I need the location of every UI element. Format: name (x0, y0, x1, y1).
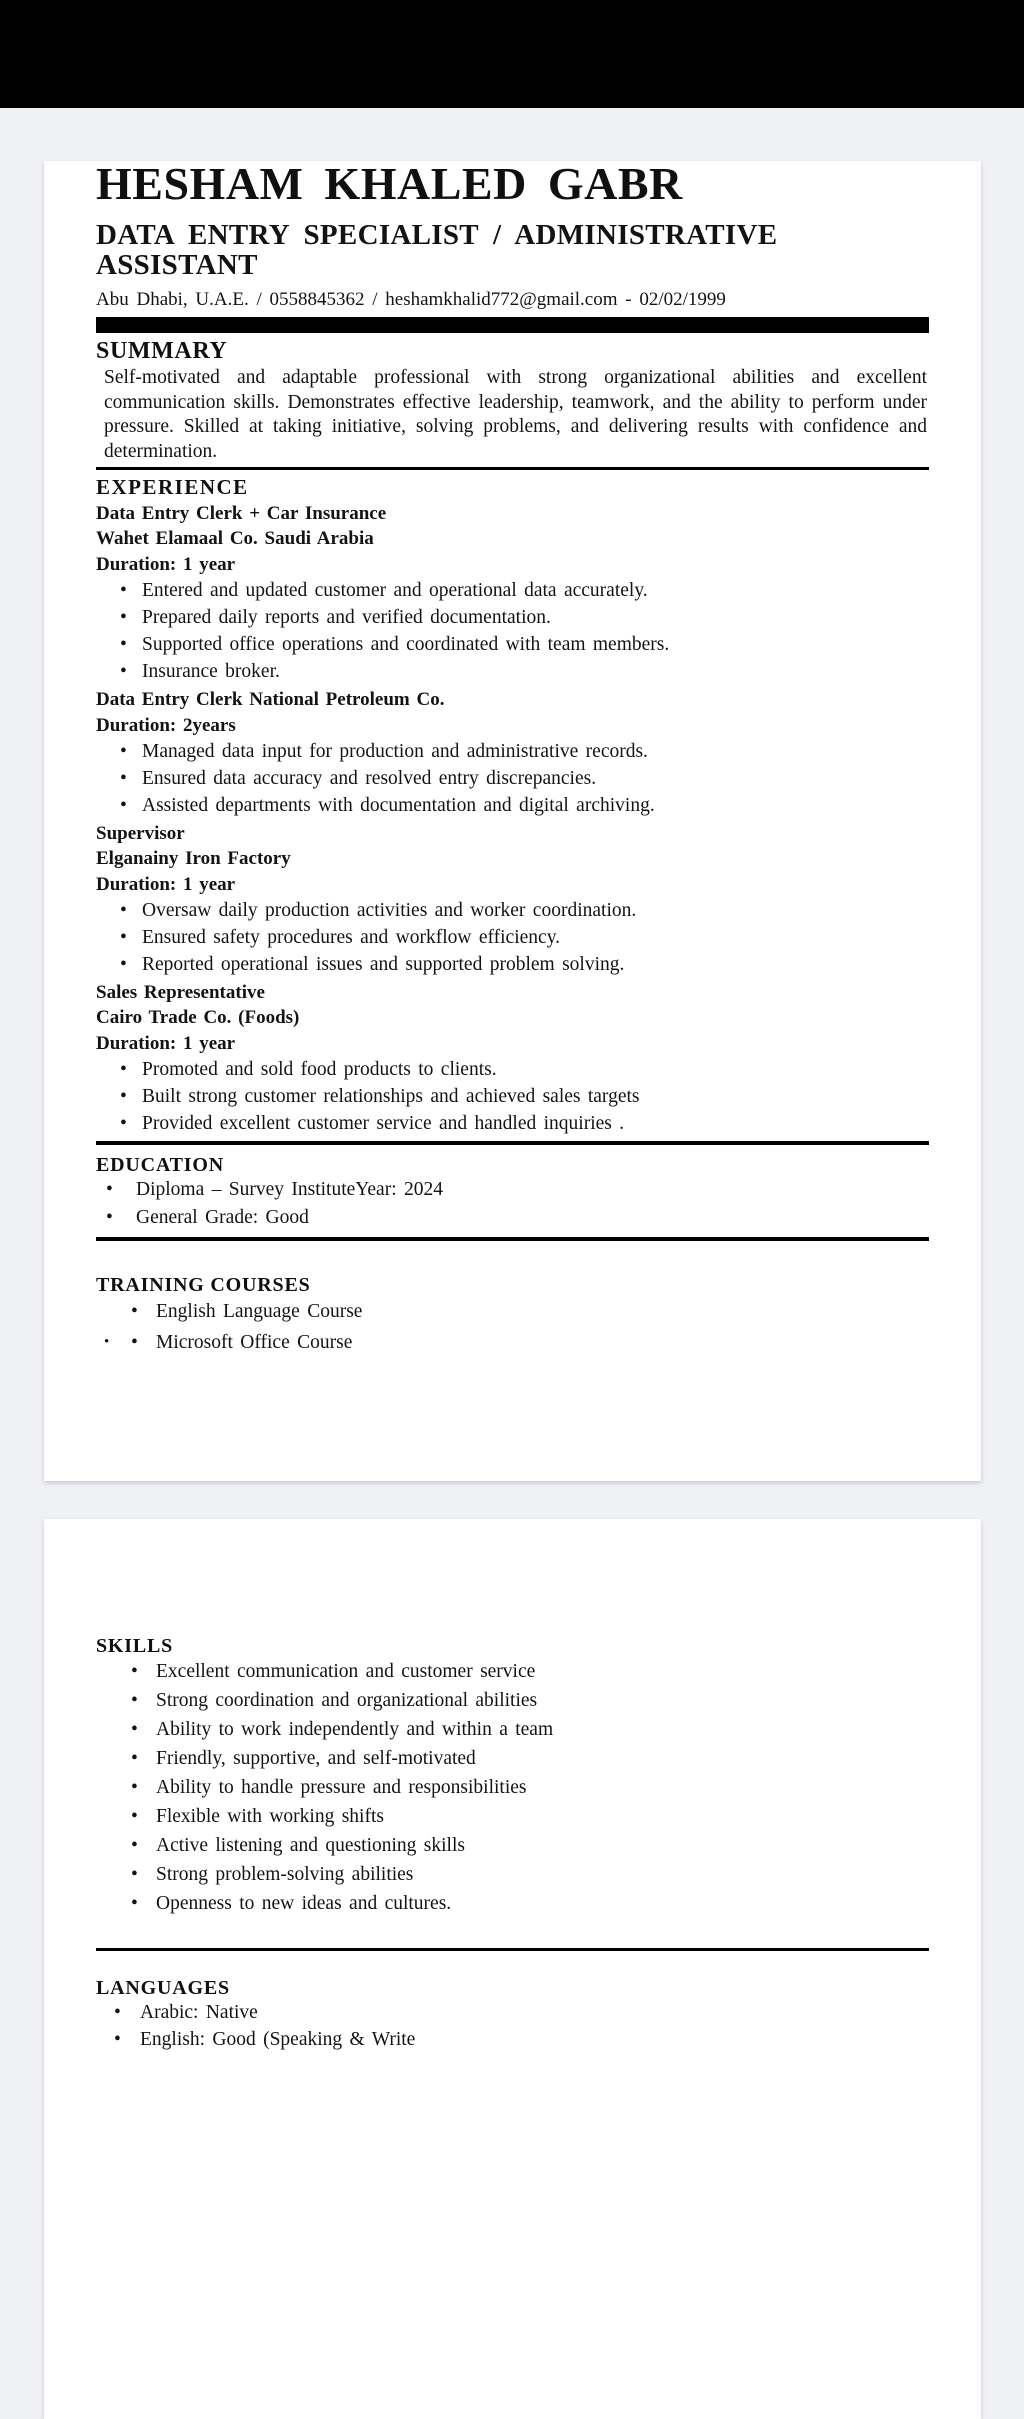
bullet-marker: • (120, 661, 127, 682)
skill-item (96, 1657, 929, 1686)
job-bullet (96, 631, 929, 658)
bullet-marker: • (120, 741, 127, 762)
bullet-text: Openness to new ideas and cultures. (156, 1893, 452, 1914)
skill-item (96, 1802, 929, 1831)
bullet-text: Supported office operations and coordinated with team members. (142, 634, 670, 655)
bullet-marker: • (120, 954, 127, 975)
bullet-text: Reported operational issues and supported problem solving. (142, 954, 625, 975)
contact-line: Abu Dhabi, U.A.E. / 0558845362 / heshamkhalid772@gmail.com - 02/02/1999 (96, 289, 726, 310)
job-bullet (96, 577, 929, 604)
bullet-marker: • (131, 1661, 138, 1682)
job-bullet (96, 792, 929, 819)
top-black-band (0, 0, 1024, 108)
job-bullet-list (96, 738, 929, 819)
bullet-text: Microsoft Office Course (156, 1332, 353, 1353)
bullet-marker: • (131, 1835, 138, 1856)
job-bullet (96, 658, 929, 685)
bullet-text: Ability to work independently and within a team (156, 1719, 554, 1740)
job-company: Wahet Elamaal Co. Saudi Arabia (96, 528, 374, 549)
bullet-marker: • (131, 1777, 138, 1798)
bullet-text: Arabic: Native (140, 2002, 258, 2023)
bullet-text: Managed data input for production and administrative records. (142, 741, 648, 762)
job-duration: Duration: 1 year (96, 874, 236, 895)
job-bullet (96, 951, 929, 978)
bullet-marker: • (131, 1719, 138, 1740)
bullet-text: Active listening and questioning skills (156, 1835, 465, 1856)
training-item (96, 1296, 929, 1327)
education-heading: EDUCATION (96, 1154, 224, 1176)
experience-job (96, 980, 929, 1137)
bullet-text: Built strong customer relationships and achieved sales targets (142, 1086, 640, 1107)
bullet-text: Ensured safety procedures and workflow efficiency. (142, 927, 561, 948)
bullet-text: Flexible with working shifts (156, 1806, 384, 1827)
bullet-marker: • (131, 1301, 138, 1322)
bullet-text: Insurance broker. (142, 661, 280, 682)
job-bullet (96, 738, 929, 765)
bullet-marker: • (120, 768, 127, 789)
job-title: Supervisor (96, 823, 185, 844)
bullet-text: Friendly, supportive, and self-motivated (156, 1748, 476, 1769)
job-bullet (96, 1056, 929, 1083)
education-item (96, 1176, 929, 1204)
bullet-text: Provided excellent customer service and handled inquiries . (142, 1113, 625, 1134)
job-duration: Duration: 2years (96, 715, 236, 736)
bullet-marker: • (131, 1332, 138, 1353)
resume-page-2 (44, 1519, 981, 2419)
skills-heading: SKILLS (96, 1635, 174, 1657)
bullet-marker: • (120, 900, 127, 921)
resume-page-1 (44, 158, 981, 1481)
bullet-text: English Language Course (156, 1301, 363, 1322)
page-gap (44, 1481, 981, 1519)
job-bullet (96, 765, 929, 792)
bullet-text: Strong problem-solving abilities (156, 1864, 414, 1885)
skills-rule (96, 1948, 929, 1951)
bullet-marker: • (131, 1864, 138, 1885)
bullet-text: General Grade: Good (136, 1207, 309, 1228)
header-black-divider (96, 317, 929, 333)
bullet-marker: • (131, 1690, 138, 1711)
stray-bullet-dot: • (104, 1334, 110, 1350)
bullet-marker: • (106, 1207, 113, 1228)
experience-jobs (96, 501, 929, 1137)
languages-list (96, 1999, 929, 2053)
education-rule (96, 1237, 929, 1241)
job-bullet (96, 1110, 929, 1137)
language-item (96, 2026, 929, 2053)
skill-item (96, 1831, 929, 1860)
bullet-text: English: Good (Speaking & Write (140, 2029, 416, 2050)
experience-job (96, 821, 929, 978)
bullet-marker: • (120, 634, 127, 655)
bullet-marker: • (120, 607, 127, 628)
bullet-text: Diploma – Survey InstituteYear: 2024 (136, 1179, 443, 1200)
experience-heading: EXPERIENCE (96, 475, 249, 499)
education-item (96, 1204, 929, 1232)
job-title: Sales Representative (96, 982, 265, 1003)
bullet-marker: • (114, 2029, 121, 2050)
skill-item (96, 1773, 929, 1802)
summary-rule (96, 467, 929, 470)
experience-rule (96, 1141, 929, 1145)
job-title: Data Entry Clerk + Car Insurance (96, 503, 387, 524)
skills-list (96, 1657, 929, 1918)
bullet-marker: • (131, 1806, 138, 1827)
bullet-marker: • (120, 1059, 127, 1080)
experience-job (96, 501, 929, 685)
bullet-marker: • (131, 1893, 138, 1914)
job-bullet-list (96, 1056, 929, 1137)
bullet-marker: • (120, 1086, 127, 1107)
skill-item (96, 1889, 929, 1918)
bullet-text: Ensured data accuracy and resolved entry discrepancies. (142, 768, 597, 789)
job-bullet (96, 924, 929, 951)
experience-job (96, 687, 929, 819)
training-heading: TRAINING COURSES (96, 1274, 311, 1296)
skill-item (96, 1744, 929, 1773)
bullet-text: Strong coordination and organizational abilities (156, 1690, 538, 1711)
bullet-text: Excellent communication and customer service (156, 1661, 536, 1682)
job-company: Elganainy Iron Factory (96, 848, 291, 869)
job-bullet (96, 604, 929, 631)
document-viewport[interactable] (44, 125, 981, 2419)
bullet-marker: • (106, 1179, 113, 1200)
bullet-marker: • (114, 2002, 121, 2023)
job-title: Data Entry Clerk National Petroleum Co. (96, 689, 445, 710)
bullet-text: Prepared daily reports and verified documentation. (142, 607, 551, 628)
languages-heading: LANGUAGES (96, 1977, 230, 1999)
bullet-text: Oversaw daily production activities and worker coordination. (142, 900, 637, 921)
job-duration: Duration: 1 year (96, 554, 236, 575)
job-bullet (96, 897, 929, 924)
skill-item (96, 1686, 929, 1715)
summary-text: Self-motivated and adaptable professional with strong organizational abilities and excellent communication skills. Demonstrates effective leadership, teamwork, and the ability to perform under pressure. Skilled at taking initiative, solving problems, and delivering results with confidence and determination. (104, 367, 927, 462)
bullet-text: Assisted departments with documentation and digital archiving. (142, 795, 655, 816)
job-bullet-list (96, 577, 929, 685)
bullet-text: Ability to handle pressure and responsibilities (156, 1777, 527, 1798)
training-item (96, 1327, 929, 1358)
job-bullet-list (96, 897, 929, 978)
bullet-marker: • (120, 580, 127, 601)
skill-item (96, 1860, 929, 1889)
summary-heading: SUMMARY (96, 338, 228, 364)
skill-item (96, 1715, 929, 1744)
person-name: HESHAM KHALED GABR (96, 158, 683, 209)
training-list (96, 1296, 929, 1358)
job-bullet (96, 1083, 929, 1110)
bullet-marker: • (131, 1748, 138, 1769)
job-company: Cairo Trade Co. (Foods) (96, 1007, 300, 1028)
bullet-marker: • (120, 927, 127, 948)
language-item (96, 1999, 929, 2026)
bullet-text: Promoted and sold food products to clients. (142, 1059, 497, 1080)
education-list (96, 1176, 929, 1232)
bullet-text: Entered and updated customer and operational data accurately. (142, 580, 648, 601)
bullet-marker: • (120, 795, 127, 816)
job-duration: Duration: 1 year (96, 1033, 236, 1054)
bullet-marker: • (120, 1113, 127, 1134)
headline: DATA ENTRY SPECIALIST / ADMINISTRATIVE ASSISTANT (96, 219, 778, 281)
